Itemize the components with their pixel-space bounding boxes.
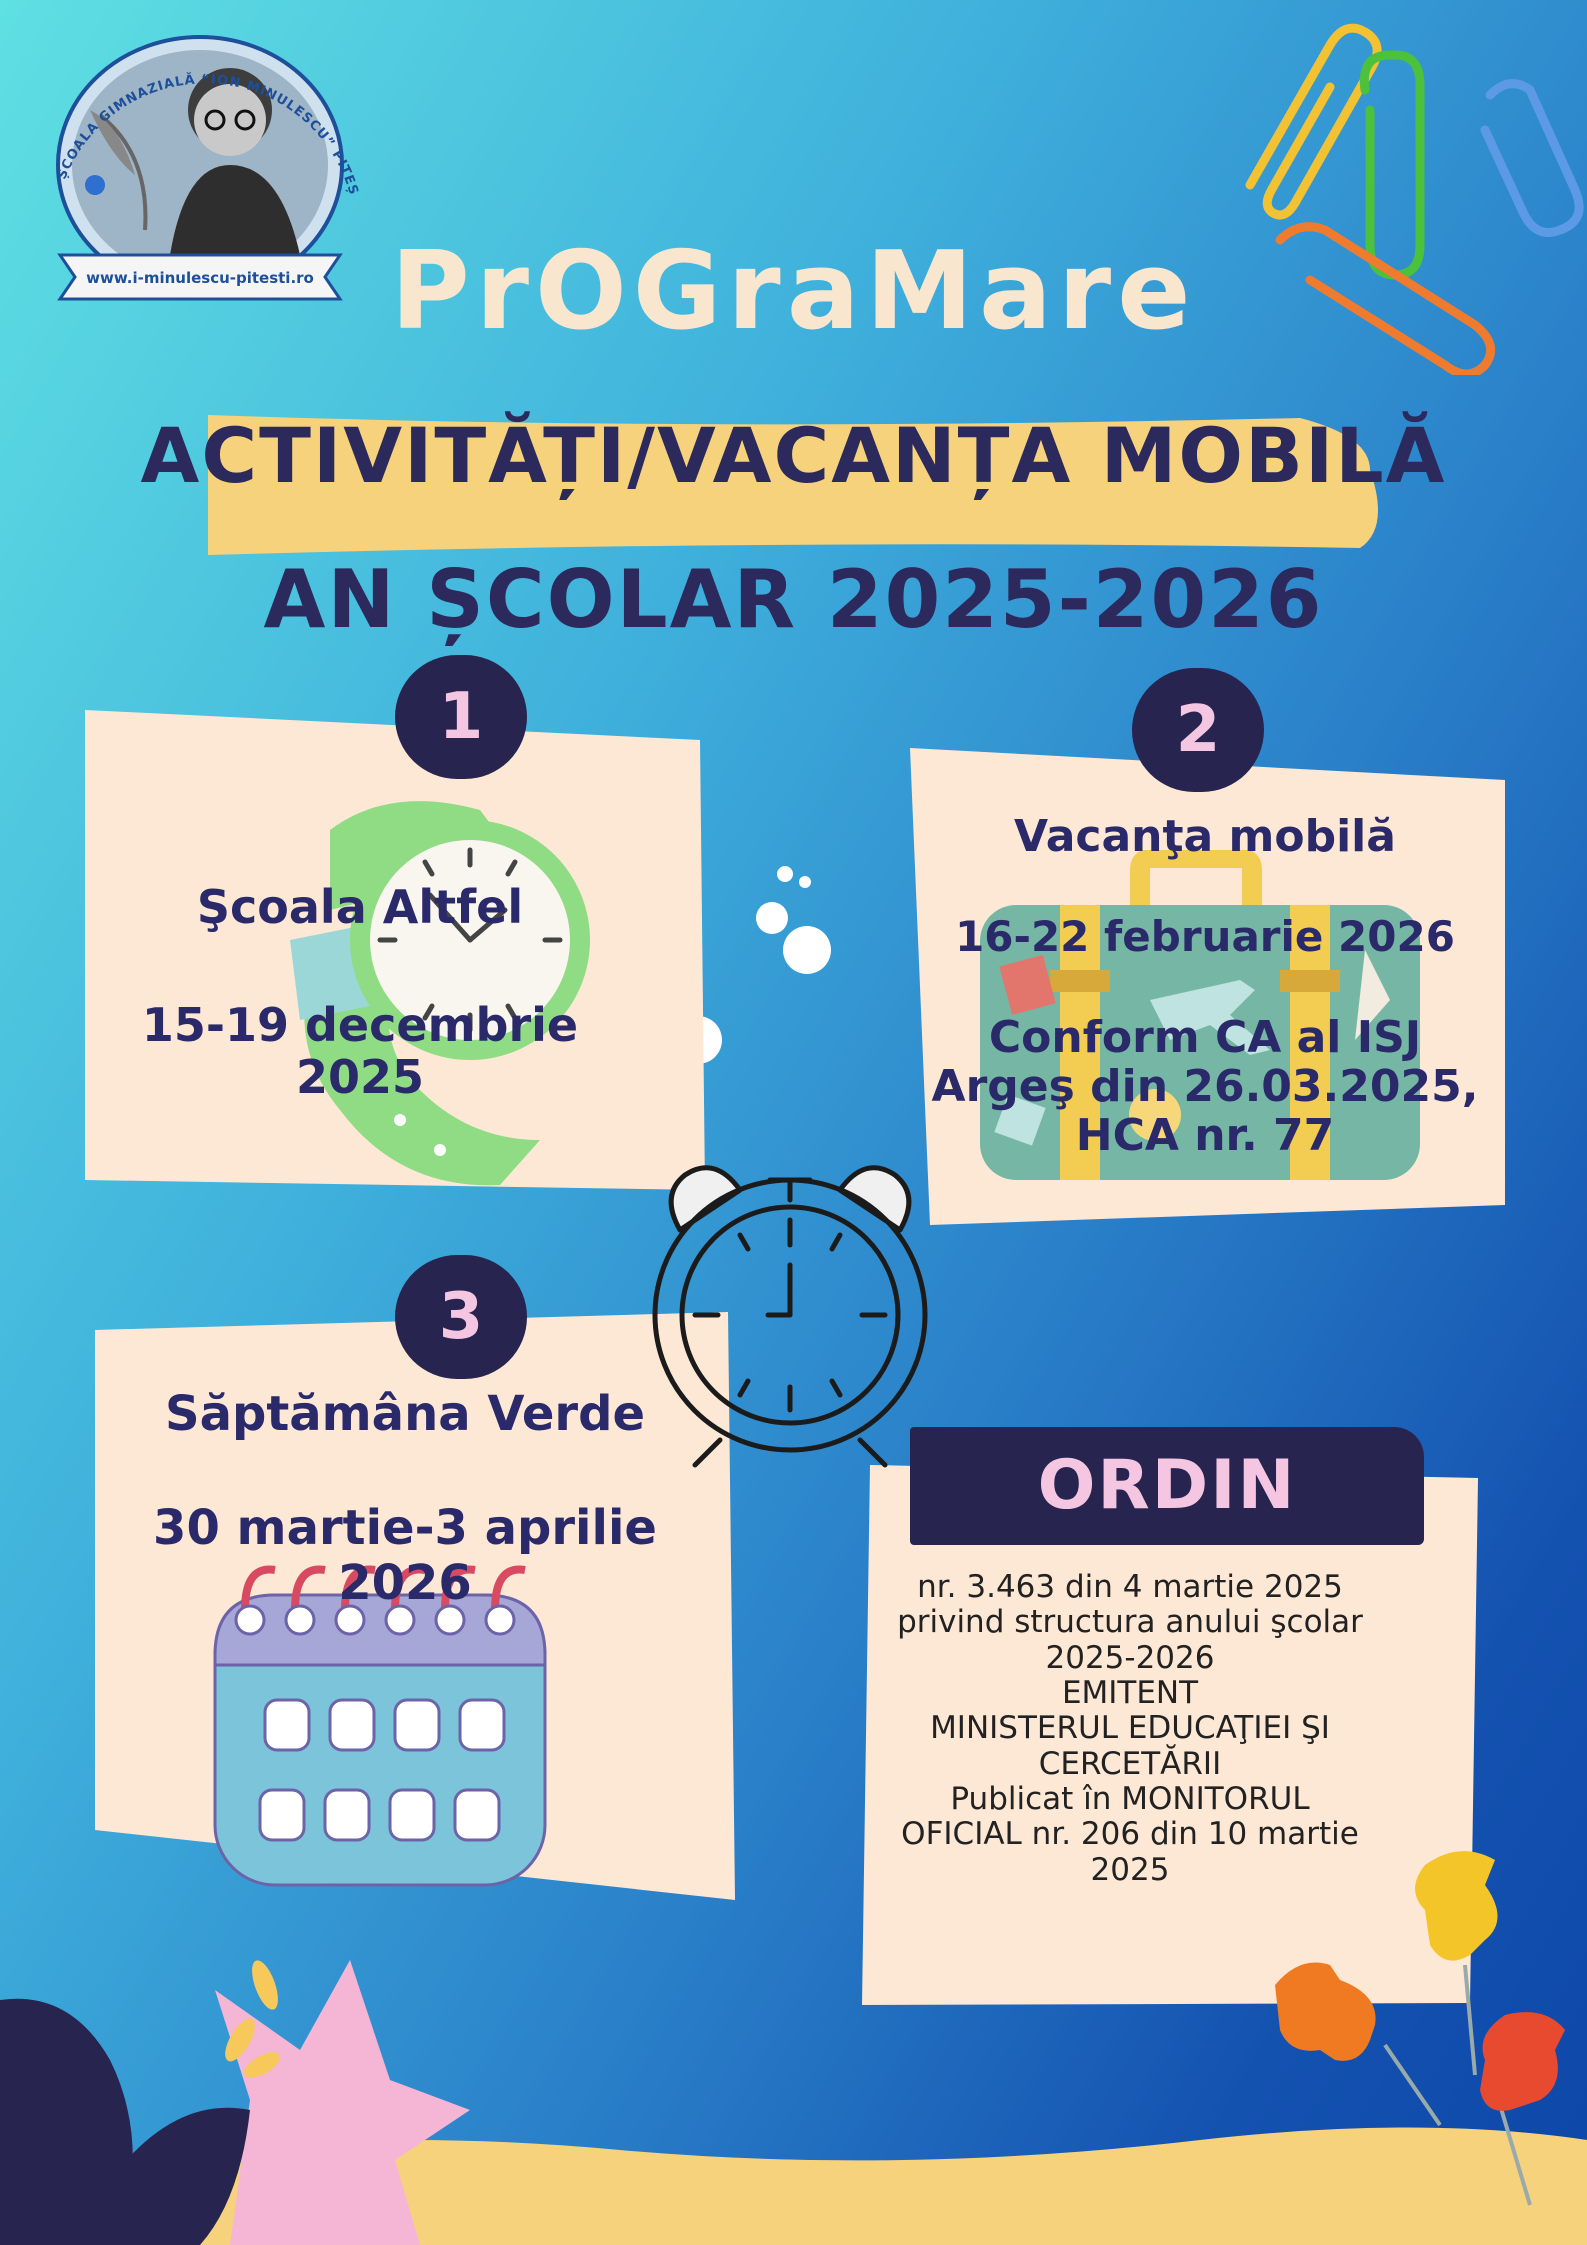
ordin-line: Publicat în MONITORUL [950,1780,1310,1817]
logo-website: www.i-minulescu-pitesti.ro [86,269,314,287]
card-3-name: Săptămâna Verde [165,1386,645,1442]
logo-school-name: ȘCOALA GIMNAZIALĂ “ION MINULESCU” PITEȘ [54,72,361,198]
card-1-name: Şcoala Altfel [196,880,524,934]
ordin-line: nr. 3.463 din 4 martie 2025 [917,1569,1343,1605]
ordin-line: 2025-2026 [1045,1639,1215,1676]
school-year: AN ȘCOLAR 2025-2026 [263,553,1324,646]
page-title: PrOGraMare [390,229,1197,354]
card-1-dates-line1: 15-19 decembrie [141,998,579,1052]
card-3-dates-line2: 2026 [338,1555,472,1611]
card-2-note-line1: Conform CA al ISJ [988,1012,1422,1063]
card-2-name: Vacanţa mobilă [1014,811,1396,862]
card-1-dates-line2: 2025 [295,1050,425,1104]
ordin-line: CERCETĂRII [1038,1745,1222,1782]
ordin-line: EMITENT [1061,1674,1199,1711]
ordin-heading: ORDIN [1037,1446,1297,1525]
ordin-line: OFICIAL nr. 206 din 10 martie [901,1816,1359,1853]
card-2-dates: 16-22 februarie 2026 [955,912,1455,961]
ordin-line: MINISTERUL EDUCAŢIEI ŞI [930,1710,1330,1747]
card-number-3: 3 [395,1255,527,1379]
wristwatch-icon [270,790,630,1190]
ordin-banner [910,1427,1424,1545]
card-3-dates-line1: 30 martie-3 aprilie [153,1500,657,1556]
ordin-line: 2025 [1090,1851,1170,1888]
card-2-note-line2: Argeş din 26.03.2025, [931,1061,1479,1112]
card-number-1: 1 [395,655,527,779]
page-subtitle: ACTIVITĂȚI/VACANȚA MOBILĂ [140,411,1447,500]
ordin-body [870,1570,1390,1888]
card-number-2: 2 [1132,668,1264,792]
ordin-line: privind structura anului şcolar [897,1604,1363,1641]
pushpin-icon [1260,1845,1587,2245]
card-2-note-line3: HCA nr. 77 [1075,1110,1335,1161]
